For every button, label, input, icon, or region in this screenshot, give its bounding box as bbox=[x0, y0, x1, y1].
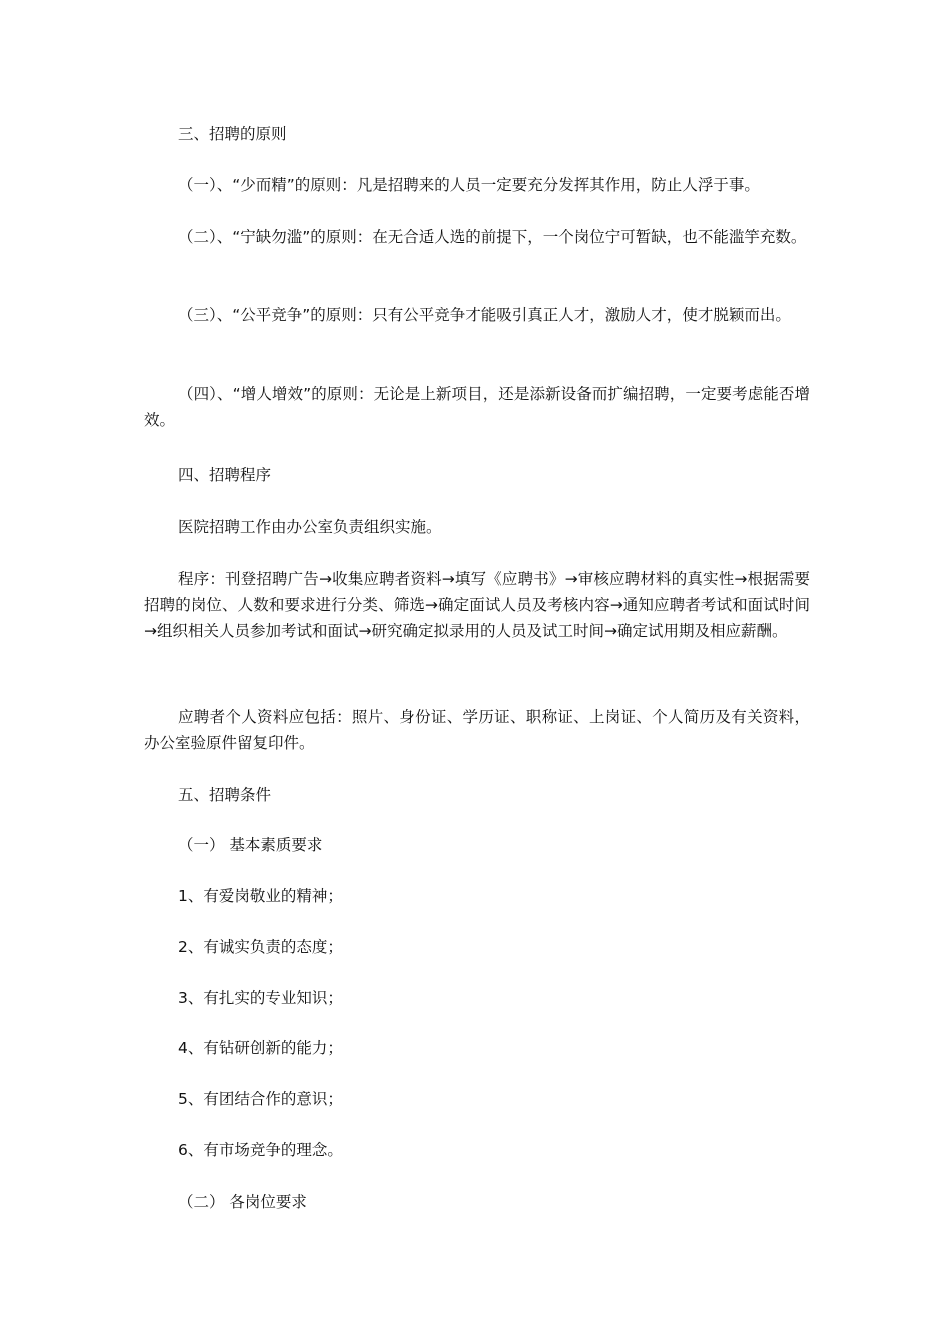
principle-4: （四）、“增人增效”的原则：无论是上新项目，还是添新设备而扩编招聘，一定要考虑能否增效。 bbox=[144, 385, 810, 429]
section-heading-conditions: 五、招聘条件 bbox=[178, 786, 272, 804]
section-heading-procedure: 四、招聘程序 bbox=[178, 466, 272, 484]
requirement-item: 2、有诚实负责的态度； bbox=[178, 938, 343, 956]
section-heading-principles: 三、招聘的原则 bbox=[178, 125, 287, 143]
basic-requirements-heading: （一） 基本素质要求 bbox=[178, 836, 323, 854]
procedure-intro: 医院招聘工作由办公室负责组织实施。 bbox=[178, 518, 442, 536]
procedure-steps: 程序：刊登招聘广告→收集应聘者资料→填写《应聘书》→审核应聘材料的真实性→根据需要招聘的岗位、人数和要求进行分类、筛选→确定面试人员及考核内容→通知应聘者考试和面试时间→组织相关人员参加考试和面试→研究确定拟录用的人员及试工时间→确定试用期及相应薪酬。 bbox=[144, 570, 810, 640]
requirement-item: 4、有钻研创新的能力； bbox=[178, 1039, 343, 1057]
principle-3: （三）、“公平竞争”的原则：只有公平竞争才能吸引真正人才，激励人才，使才脱颖而出。 bbox=[178, 306, 791, 324]
applicant-materials: 应聘者个人资料应包括：照片、身份证、学历证、职称证、上岗证、个人简历及有关资料，办公室验原件留复印件。 bbox=[144, 708, 810, 752]
requirement-item: 1、有爱岗敬业的精神； bbox=[178, 887, 343, 905]
position-requirements-heading: （二） 各岗位要求 bbox=[178, 1193, 307, 1211]
principle-1: （一）、“少而精”的原则：凡是招聘来的人员一定要充分发挥其作用，防止人浮于事。 bbox=[178, 176, 760, 194]
principle-2: （二）、“宁缺勿滥”的原则：在无合适人选的前提下，一个岗位宁可暂缺，也不能滥竽充数。 bbox=[178, 228, 807, 246]
requirement-item: 3、有扎实的专业知识； bbox=[178, 989, 343, 1007]
requirement-item: 5、有团结合作的意识； bbox=[178, 1090, 343, 1108]
requirement-item: 6、有市场竞争的理念。 bbox=[178, 1141, 343, 1159]
